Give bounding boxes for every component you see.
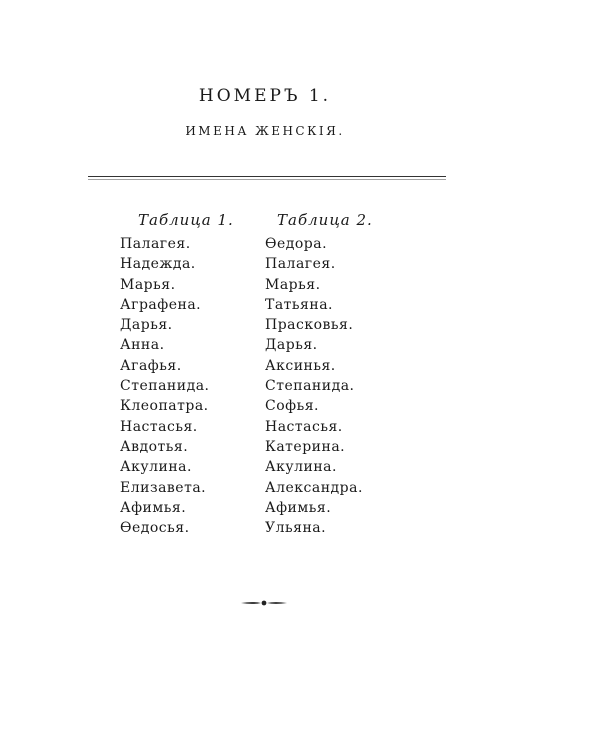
name-entry: Елизавета. bbox=[120, 479, 207, 496]
page-title: НОМЕРЪ 1. bbox=[198, 86, 332, 106]
name-entry: Марья. bbox=[265, 276, 321, 293]
name-entry: Дарья. bbox=[120, 317, 173, 334]
name-entry: Агафья. bbox=[120, 357, 182, 374]
name-entry: Настасья. bbox=[265, 418, 343, 435]
name-entry: Прасковья. bbox=[265, 317, 354, 334]
table-1-column bbox=[120, 208, 234, 538]
name-entry: Степанида. bbox=[120, 378, 210, 395]
name-entry: Авдотья. bbox=[120, 438, 189, 455]
name-entry: Акулина. bbox=[120, 459, 192, 476]
name-entry: Ѳедора. bbox=[265, 236, 328, 252]
name-entry: Марья. bbox=[120, 276, 176, 293]
name-entry: Палагея. bbox=[120, 236, 191, 252]
table-1-names bbox=[120, 234, 234, 538]
name-entry: Надежда. bbox=[120, 256, 196, 273]
name-entry: Катерина. bbox=[265, 438, 346, 455]
table-2-column bbox=[265, 208, 373, 538]
name-entry: Афимья. bbox=[265, 499, 332, 516]
table-2-names bbox=[265, 234, 373, 538]
table-1-heading: Таблица 1. bbox=[138, 211, 234, 229]
name-entry: Анна. bbox=[120, 337, 165, 354]
name-entry: Александра. bbox=[265, 479, 363, 496]
name-entry: Ѳедосья. bbox=[120, 520, 190, 537]
table-2-heading: Таблица 2. bbox=[277, 211, 373, 229]
ornament-divider bbox=[241, 598, 287, 608]
name-entry: Афимья. bbox=[120, 499, 187, 516]
name-entry: Акулина. bbox=[265, 459, 337, 476]
name-entry: Клеопатра. bbox=[120, 398, 209, 415]
name-entry: Дарья. bbox=[265, 337, 318, 354]
name-entry: Настасья. bbox=[120, 418, 198, 435]
name-entry: Палагея. bbox=[265, 256, 336, 273]
header-rule-secondary bbox=[88, 179, 446, 180]
name-entry: Степанида. bbox=[265, 378, 355, 395]
name-entry: Татьяна. bbox=[265, 296, 334, 313]
name-entry: Аксинья. bbox=[265, 357, 336, 374]
header-rule bbox=[88, 176, 446, 177]
name-entry: Ульяна. bbox=[265, 520, 327, 537]
name-entry: Софья. bbox=[265, 398, 320, 415]
page-subtitle: ИМЕНА ЖЕНСКІЯ. bbox=[185, 124, 345, 138]
name-entry: Аграфена. bbox=[120, 296, 202, 313]
